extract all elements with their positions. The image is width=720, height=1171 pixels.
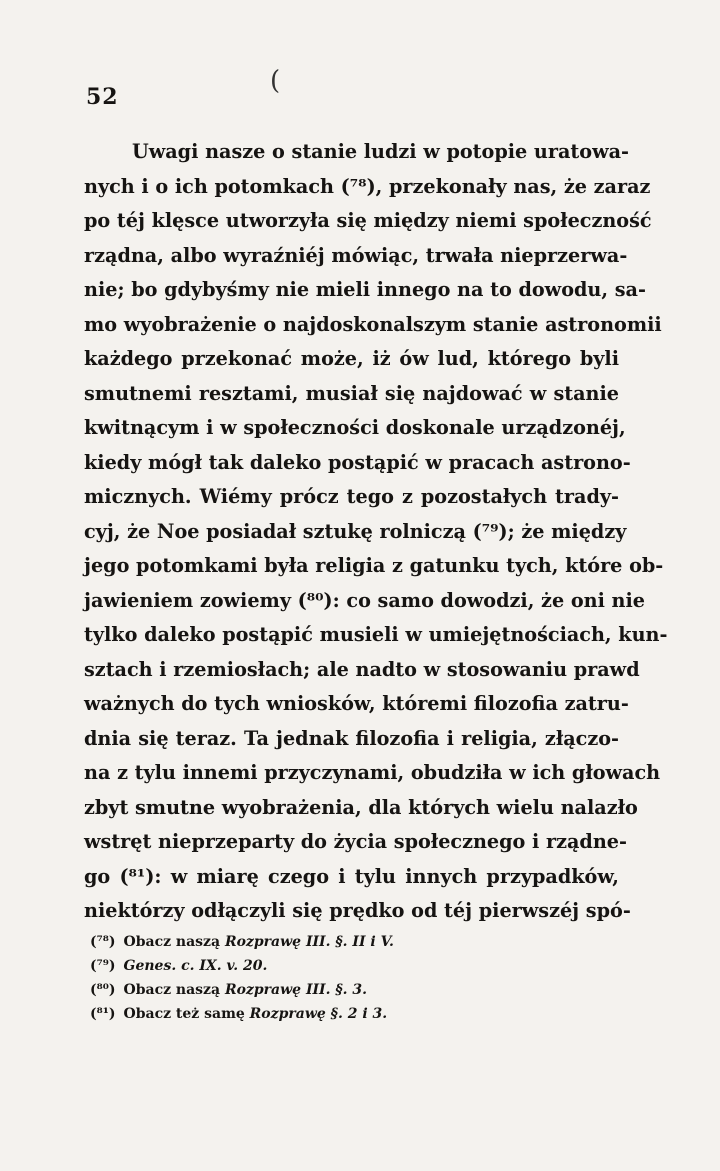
text-line: rządna, albo wyraźniéj mówiąc, trwała nieprzerwa- [84, 243, 628, 267]
footnote-ref: (⁷⁸) [90, 934, 116, 950]
text-line: Uwagi nasze o stanie ludzi w potopie uratowa- [132, 140, 629, 163]
text-line: micznych. Wiémy prócz tego z pozostałych trady- [84, 485, 619, 508]
page-number: 52 [86, 84, 119, 110]
footnote [90, 930, 510, 954]
footnote-text: Obacz naszą [123, 934, 225, 950]
footnotes [90, 930, 510, 1026]
text-line: nych i o ich potomkach (⁷⁸), przekonały nas, że zaraz [84, 174, 651, 198]
text-line: go (⁸¹): w miarę czego i tylu innych przypadków, [84, 864, 619, 888]
text-line: mo wyobrażenie o najdoskonalszym stanie astronomii [84, 312, 662, 336]
footnote [90, 978, 510, 1002]
text-line: kwitnącym i w społeczności doskonale urządzonéj, [84, 416, 626, 439]
body-text [84, 135, 668, 929]
footnote-citation: Rozprawę III. §. 3. [224, 982, 368, 998]
text-line: jawieniem zowiemy (⁸⁰): co samo dowodzi, że oni nie [84, 588, 646, 612]
text-line: niektórzy odłączyli się prędko od téj pierwszéj spó- [84, 899, 631, 922]
text-line: po téj klęsce utworzyła się między niemi społeczność [84, 209, 652, 232]
text-line: kiedy mógł tak daleko postąpić w pracach astrono- [84, 450, 631, 474]
footnote [90, 954, 510, 978]
footnote-citation: Rozprawę III. §. II i V. [224, 934, 394, 950]
text-line: smutnemi resztami, musiał się najdować w stanie [84, 381, 619, 405]
footnote-ref: (⁸⁰) [90, 982, 116, 998]
text-line: dnia się teraz. Ta jednak filozofia i religia, złączo- [84, 726, 619, 750]
text-line: jego potomkami była religia z gatunku tych, które ob- [84, 554, 664, 577]
footnote [90, 1002, 510, 1026]
margin-mark: ( [270, 66, 281, 96]
footnote-citation: Genes. c. IX. v. 20. [123, 958, 268, 974]
text-line: tylko daleko postąpić musieli w umiejętnościach, kun- [84, 623, 668, 646]
footnote-ref: (⁸¹) [90, 1006, 116, 1022]
text-line: cyj, że Noe posiadał sztukę rolniczą (⁷⁹); że między [84, 519, 627, 543]
text-line: wstręt nieprzeparty do życia społecznego i rządne- [84, 830, 627, 853]
text-line: nie; bo gdybyśmy nie mieli innego na to dowodu, sa- [84, 278, 646, 301]
text-line: ważnych do tych wniosków, któremi filozofia zatru- [84, 692, 629, 715]
footnote-text: Obacz też samę [123, 1006, 250, 1022]
footnote-ref: (⁷⁹) [90, 958, 116, 974]
footnote-citation: Rozprawę §. 2 i 3. [249, 1006, 388, 1022]
text-line: każdego przekonać może, iż ów lud, którego byli [84, 347, 619, 370]
footnote-text: Obacz naszą [123, 982, 225, 998]
text-line: sztach i rzemiosłach; ale nadto w stosowaniu prawd [84, 657, 640, 681]
text-line: na z tylu innemi przyczynami, obudziła w ich głowach [84, 761, 661, 784]
text-line: zbyt smutne wyobrażenia, dla których wielu nalazło [84, 795, 638, 819]
